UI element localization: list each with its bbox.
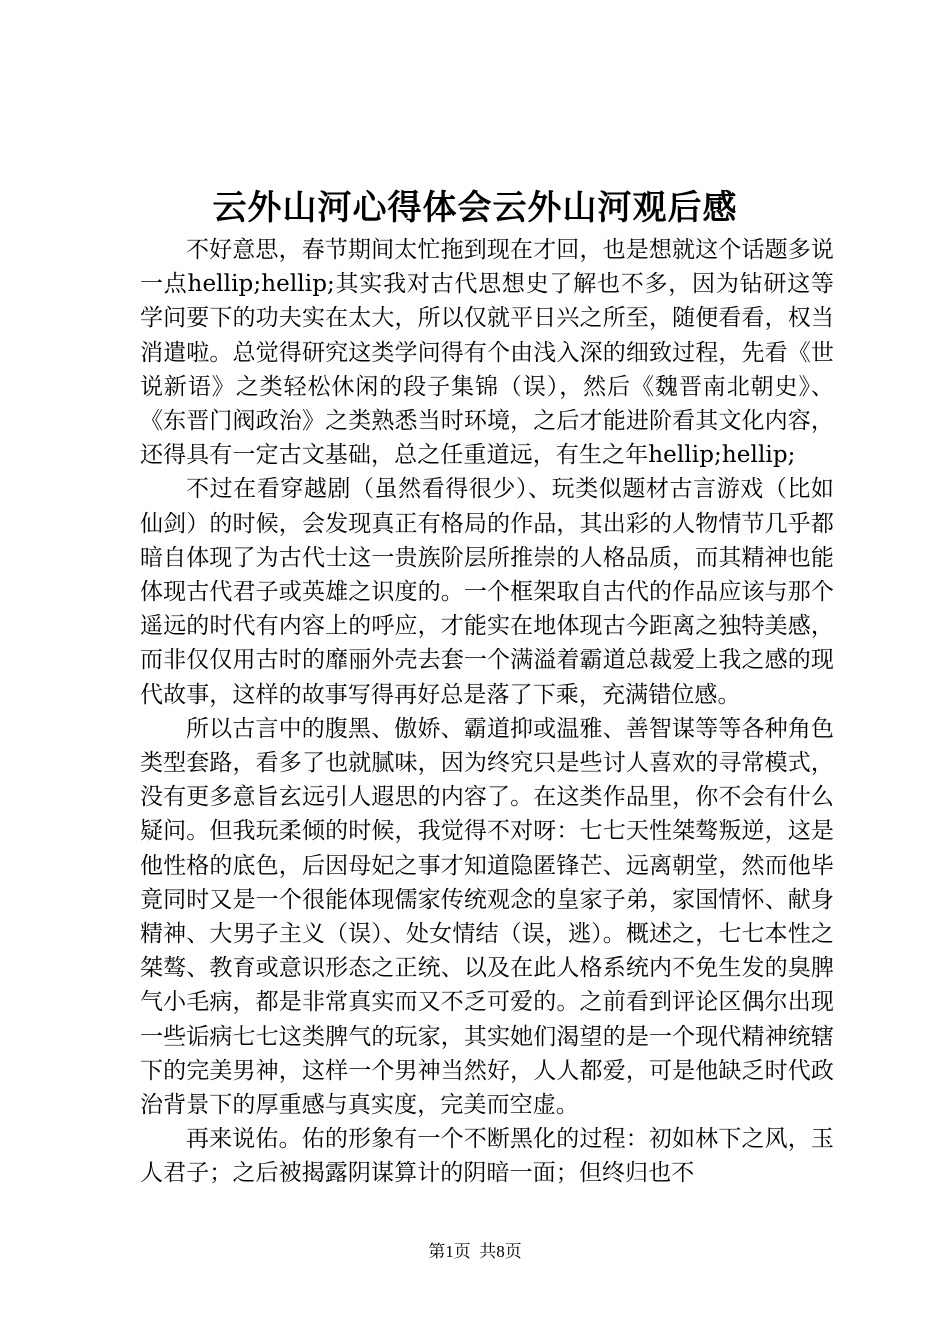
document-title: 云外山河心得体会云外山河观后感 xyxy=(212,188,738,228)
paragraph: 再来说佑。佑的形象有一个不断黑化的过程：初如林下之风，玉人君子；之后被揭露阴谋算计的阴暗一面；但终归也不 xyxy=(140,1126,834,1187)
page-number-footer: 第1页 共8页 xyxy=(428,1242,522,1261)
paragraph: 不过在看穿越剧（虽然看得很少）、玩类似题材古言游戏（比如仙剑）的时候，会发现真正有格局的作品，其出彩的人物情节几乎都暗自体现了为古代士这一贵族阶层所推崇的人格品质，而其精神也能体现古代君子或英雄之识度的。一个框架取自古代的作品应该与那个遥远的时代有内容上的呼应，才能实在地体现古今距离之独特美感，而非仅仅用古时的靡丽外壳去套一个满溢着霸道总裁爱上我之感的现代故事，这样的故事写得再好总是落了下乘，充满错位感。 xyxy=(140,476,834,708)
document-body xyxy=(140,233,834,1191)
paragraph: 所以古言中的腹黑、傲娇、霸道抑或温雅、善智谋等等各种角色类型套路，看多了也就腻味，因为终究只是些讨人喜欢的寻常模式，没有更多意旨玄远引人遐思的内容了。在这类作品里，你不会有什么疑问。但我玩柔倾的时候，我觉得不对呀：七七天性桀骜叛逆，这是他性格的底色，后因母妃之事才知道隐匿锋芒、远离朝堂，然而他毕竟同时又是一个很能体现儒家传统观念的皇家子弟，家国情怀、献身精神、大男子主义（误）、处女情结（误，逃）。概述之，七七本性之桀骜、教育或意识形态之正统、以及在此人格系统内不免生发的臭脾气小毛病，都是非常真实而又不乏可爱的。之前看到评论区偶尔出现一些诟病七七这类脾气的玩家，其实她们渴望的是一个现代精神统辖下的完美男神，这样一个男神当然好，人人都爱，可是他缺乏时代政治背景下的厚重感与真实度，完美而空虚。 xyxy=(140,715,834,1119)
paragraph: 不好意思，春节期间太忙拖到现在才回，也是想就这个话题多说一点hellip;hellip;其实我对古代思想史了解也不多，因为钻研这等学问要下的功夫实在太大，所以仅就平日兴之所至，随便看看，权当消遣啦。总觉得研究这类学问得有个由浅入深的细致过程，先看《世说新语》之类轻松休闲的段子集锦（误），然后《魏晋南北朝史》、《东晋门阀政治》之类熟悉当时环境，之后才能进阶看其文化内容，还得具有一定古文基础，总之任重道远，有生之年hellip;hellip; xyxy=(140,237,834,469)
